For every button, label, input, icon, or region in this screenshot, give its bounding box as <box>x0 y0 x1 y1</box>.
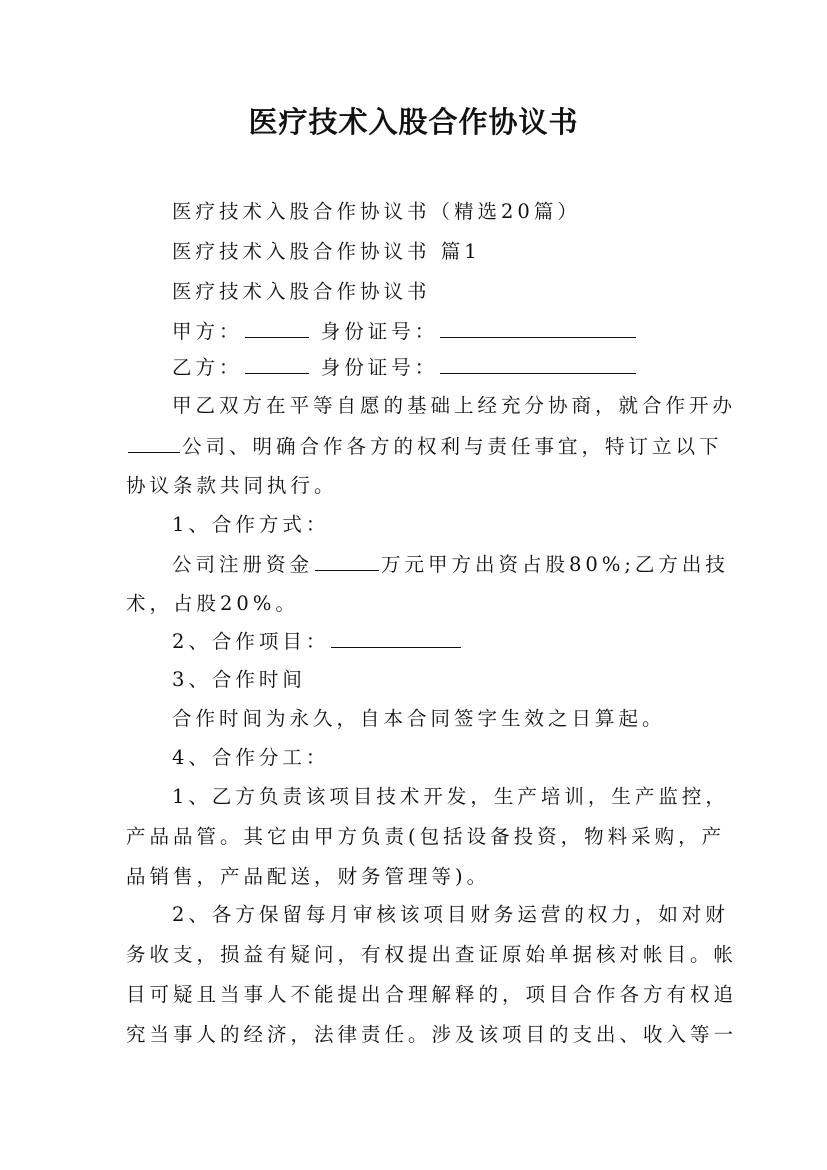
body-line: 合作时间为永久，自本合同签字生效之日算起。 <box>172 707 666 730</box>
party-a-blank <box>245 317 309 338</box>
party-b-id-label: 身份证号： <box>320 356 439 379</box>
party-a-id-label: 身份证号： <box>320 320 439 343</box>
chapter-line: 医疗技术入股合作协议书 篇1 <box>172 240 481 263</box>
body-line: 究当事人的经济，法律责任。涉及该项目的支出、收入等一 <box>126 1023 738 1046</box>
heading-line: 医疗技术入股合作协议书 <box>172 280 431 303</box>
company-blank <box>128 432 180 453</box>
body-line: 品销售，产品配送，财务管理等)。 <box>126 865 491 888</box>
body-line: 2、各方保留每月审核该项目财务运营的权力，如对财 <box>172 903 729 926</box>
section-heading: 1、合作方式： <box>172 513 330 536</box>
project-blank <box>331 627 461 648</box>
section-heading: 4、合作分工： <box>172 746 330 769</box>
body-line: 目可疑且当事人不能提出合理解释的，项目合作各方有权追 <box>126 983 738 1006</box>
body-line: 甲乙双方在平等自愿的基础上经充分协商，就合作开办 <box>172 394 737 417</box>
party-a-line <box>172 317 638 346</box>
section-heading-text: 2、合作项目： <box>172 630 330 653</box>
party-b-id-blank <box>440 353 636 374</box>
body-line <box>126 432 723 461</box>
body-text: 公司、明确合作各方的权利与责任事宜，特订立以下 <box>182 435 723 458</box>
body-line: 务收支，损益有疑问，有权提出查证原始单据核对帐目。帐 <box>126 943 738 966</box>
subtitle-line: 医疗技术入股合作协议书（精选20篇） <box>172 200 581 223</box>
section-heading: 3、合作时间 <box>172 668 306 691</box>
body-line: 产品品管。其它由甲方负责(包括设备投资，物料采购，产 <box>126 825 726 848</box>
party-a-label: 甲方： <box>172 320 243 343</box>
body-line <box>172 550 729 579</box>
body-line: 协议条款共同执行。 <box>126 474 338 497</box>
party-b-line <box>172 353 638 382</box>
body-line: 1、乙方负责该项目技术开发，生产培训，生产监控， <box>172 785 729 808</box>
body-text: 万元甲方出资占股80%;乙方出技 <box>381 553 729 576</box>
body-line: 术，占股20%。 <box>126 592 299 615</box>
party-b-label: 乙方： <box>172 356 243 379</box>
section-heading <box>172 627 463 656</box>
body-text: 公司注册资金 <box>172 553 314 576</box>
party-b-blank <box>245 353 309 374</box>
capital-blank <box>315 550 379 571</box>
document-title: 医疗技术入股合作协议书 <box>248 105 579 139</box>
party-a-id-blank <box>440 317 636 338</box>
